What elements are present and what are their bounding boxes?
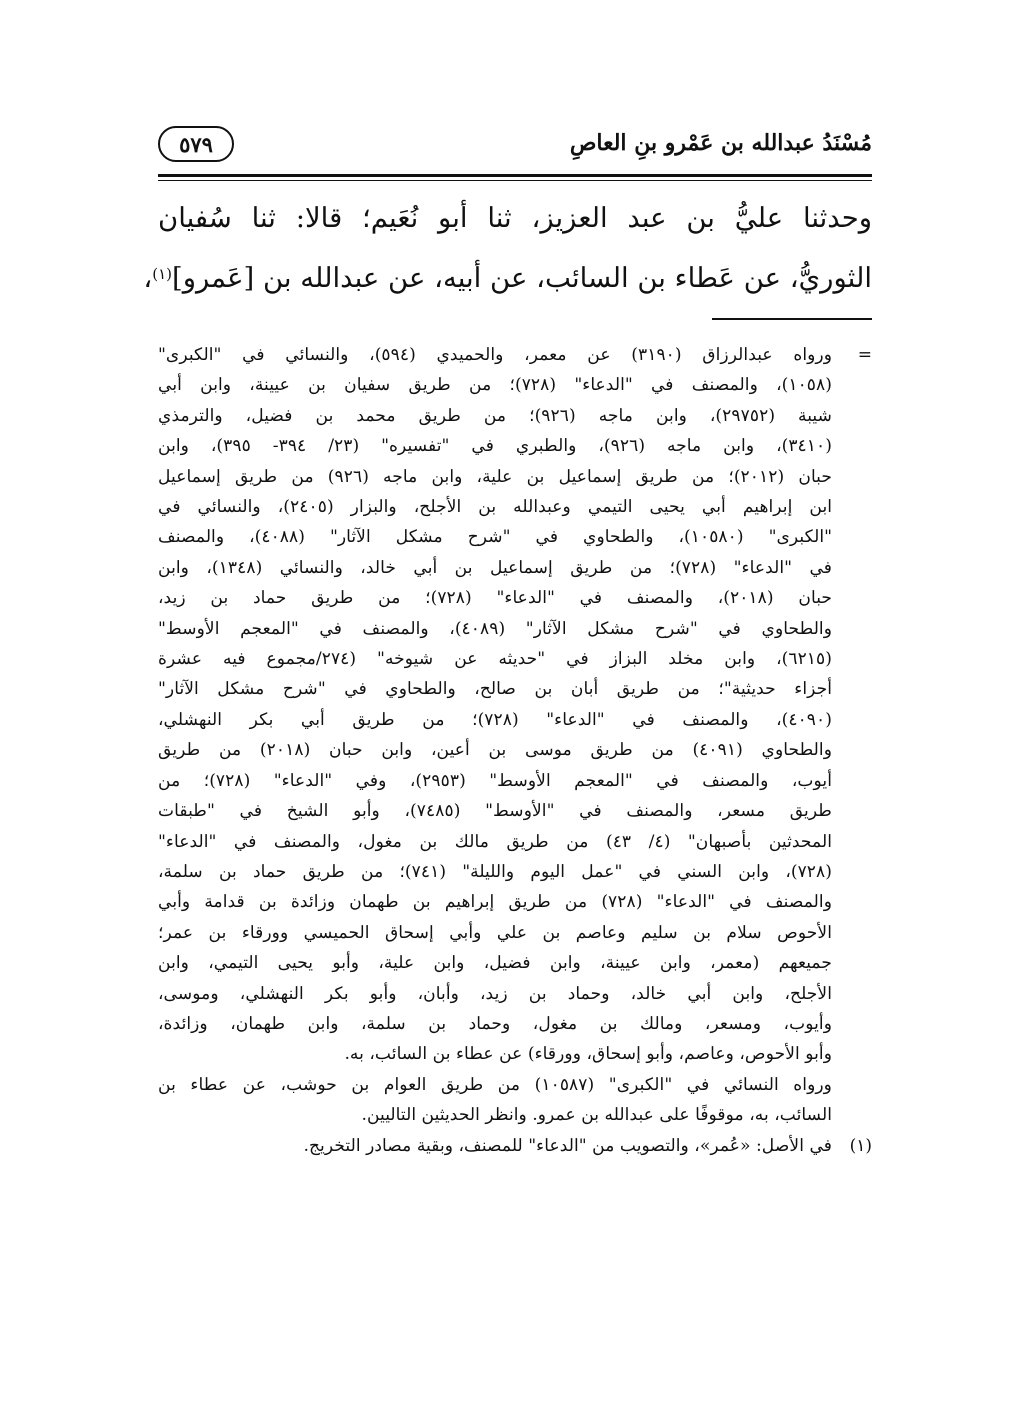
footnote-line: الأجلح، وابن أبي خالد، وحماد بن زيد، وأبان، وأبو بكر النهشلي، وموسى، (158, 983, 832, 1004)
main-text-line (143, 248, 872, 308)
footnote-separator (712, 318, 872, 320)
footnote-line: شيبة (٢٩٧٥٢)، وابن ماجه (٩٢٦)؛ من طريق محمد بن فضيل، والترمذي (158, 405, 832, 426)
footnote-line: في "الدعاء" (٧٢٨)؛ من طريق إسماعيل بن أبي خالد، والنسائي (١٣٤٨)، وابن (158, 557, 832, 578)
footnote-line: (٦٢١٥)، وابن مخلد البزاز في "حديثه عن شيوخه" (٢٧٤/مجموع فيه عشرة (158, 649, 832, 670)
footnote-marker: (١) (849, 1135, 872, 1156)
footnote-1 (158, 1131, 872, 1161)
main-text-line: وحدثنا عليُّ بن عبد العزيز، ثنا أبو نُعَيم؛ قالا: ثنا سُفيان (158, 202, 872, 234)
header-rule-thick (158, 174, 872, 177)
footnote-line: (٣٤١٠)، وابن ماجه (٩٢٦)، والطبري في "تفسيره" (٢٣/ ٣٩٤- ٣٩٥)، وابن (158, 436, 832, 457)
footnote-line: حبان (٢٠١٢)؛ من طريق إسماعيل بن علية، وابن ماجه (٩٢٦) من طريق إسماعيل (158, 466, 832, 487)
footnote-line: (٧٢٨)، وابن السني في "عمل اليوم والليلة" (٧٤١)؛ من طريق حماد بن سلمة، (158, 861, 832, 882)
main-text-line-body: الثوريُّ، عن عَطاء بن السائب، عن أبيه، عن عبدالله بن [عَمرو] (171, 262, 872, 294)
footnote-line: ورواه عبدالرزاق (٣١٩٠) عن معمر، والحميدي (٥٩٤)، والنسائي في "الكبرى" (158, 345, 832, 365)
footnote-line: طريق مسعر، والمصنف في "الأوسط" (٧٤٨٥)، وأبو الشيخ في "طبقات (158, 801, 832, 822)
continuation-marker: = (857, 345, 872, 365)
footnote-continuation (158, 340, 872, 1131)
footnote-line: والطحاوي في "شرح مشكل الآثار" (٤٠٨٩)، والمصنف في "المعجم الأوسط" (158, 618, 833, 639)
footnote-line: أيوب، والمصنف في "المعجم الأوسط" (٢٩٥٣)، وفي "الدعاء" (٧٢٨)؛ من (158, 770, 832, 791)
footnote-line: الأحوص سلام بن سليم وعاصم بن علي وأبي إسحاق الحميسي وورقاء بن عمر؛ (158, 922, 832, 943)
main-text-line-end: ، (143, 262, 153, 294)
footnote-line: (١٠٥٨)، والمصنف في "الدعاء" (٧٢٨)؛ من طريق سفيان بن عيينة، وابن أبي (158, 375, 832, 396)
footnote-line: جميعهم (معمر، وابن عيينة، وابن فضيل، وابن علية، وأبو يحيى التيمي، وابن (158, 953, 832, 974)
running-title: مُسْنَدُ عبدالله بن عَمْرو بنِ العاصِ (569, 130, 872, 156)
footnote-line: ابن إبراهيم أبي يحيى التيمي وعبدالله بن الأجلح، والبزار (٢٤٠٥)، والنسائي في (158, 497, 832, 518)
main-text (143, 188, 872, 308)
footnote-line: السائب، به، موقوفًا على عبدالله بن عمرو. وانظر الحديثين التاليين. (361, 1105, 832, 1126)
footnote-line: والطحاوي (٤٠٩١) من طريق موسى بن أعين، وابن حبان (٢٠١٨) من طريق (158, 740, 832, 761)
footnote-line: أجزاء حديثية"؛ من طريق أبان بن صالح، والطحاوي في "شرح مشكل الآثار" (158, 679, 832, 700)
footnote-line: وأيوب، ومسعر، ومالك بن مغول، وحماد بن سلمة، وابن طهمان، وزائدة، (158, 1013, 832, 1034)
page-header (158, 122, 872, 174)
footnote-line: في الأصل: «عُمر»، والتصويب من "الدعاء" للمصنف، وبقية مصادر التخريج. (303, 1135, 832, 1156)
footnote-line: "الكبرى" (١٠٥٨٠)، والطحاوي في "شرح مشكل الآثار" (٤٠٨٨)، والمصنف (158, 527, 833, 548)
footnotes (158, 340, 872, 1161)
header-rule-thin (158, 180, 872, 181)
page-number: ٥٧٩ (158, 126, 234, 162)
footnote-line: (٤٠٩٠)، والمصنف في "الدعاء" (٧٢٨)؛ من طريق أبي بكر النهشلي، (158, 709, 832, 730)
footnote-line: المحدثين بأصبهان" (٤/ ٤٣) من طريق مالك بن مغول، والمصنف في "الدعاء" (158, 831, 832, 852)
footnote-line: والمصنف في "الدعاء" (٧٢٨) من طريق إبراهيم بن طهمان وزائدة بن قدامة وأبي (158, 892, 832, 913)
footnote-ref: (١) (152, 265, 172, 283)
footnote-line: وأبو الأحوص، وعاصم، وأبو إسحاق، وورقاء) عن عطاء بن السائب، به. (344, 1044, 832, 1065)
footnote-line: حبان (٢٠١٨)، والمصنف في "الدعاء" (٧٢٨)؛ من طريق حماد بن زيد، (158, 588, 833, 609)
footnote-line: ورواه النسائي في "الكبرى" (١٠٥٨٧) من طريق العوام بن حوشب، عن عطاء بن (158, 1074, 832, 1095)
